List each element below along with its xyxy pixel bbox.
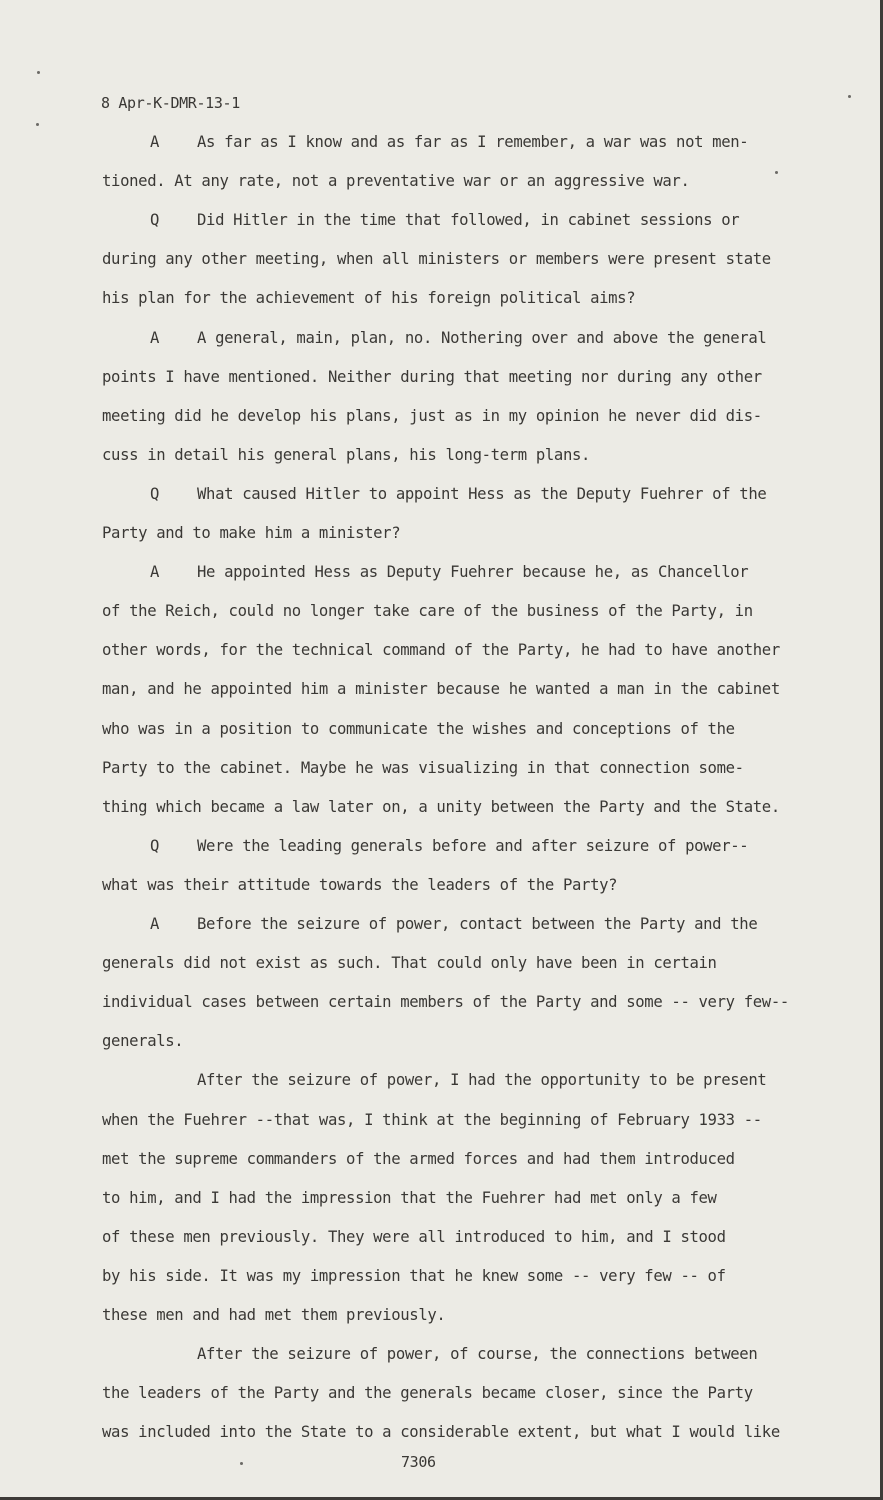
speaker-marker: Q [150, 211, 160, 229]
transcript-line: these men and had met them previously. [102, 1306, 446, 1324]
transcript-line: Party to the cabinet. Maybe he was visualizing in that connection some- [102, 759, 744, 777]
transcript-line: to him, and I had the impression that the Fuehrer had met only a few [102, 1189, 717, 1207]
paper-speck [37, 71, 40, 74]
transcript-line: the leaders of the Party and the generals became closer, since the Party [102, 1384, 753, 1402]
transcript-line: other words, for the technical command of the Party, he had to have another [102, 641, 780, 659]
transcript-line: generals. [102, 1032, 184, 1050]
transcript-line: by his side. It was my impression that he knew some -- very few -- of [102, 1267, 726, 1285]
transcript-line: individual cases between certain members of the Party and some -- very few-- [102, 993, 789, 1011]
page-number: 7306 [401, 1453, 436, 1471]
transcript-line: during any other meeting, when all ministers or members were present state [102, 250, 771, 268]
transcript-line: After the seizure of power, of course, the connections between [197, 1345, 758, 1363]
document-header: 8 Apr-K-DMR-13-1 [101, 94, 240, 112]
transcript-line: of the Reich, could no longer take care of the business of the Party, in [102, 602, 753, 620]
transcript-line: A general, main, plan, no. Nothering over and above the general [197, 329, 767, 347]
transcript-line: was included into the State to a considerable extent, but what I would like [102, 1423, 780, 1441]
transcript-line: Did Hitler in the time that followed, in cabinet sessions or [197, 211, 740, 229]
paper-speck [775, 171, 778, 174]
transcript-line: meeting did he develop his plans, just as in my opinion he never did dis- [102, 407, 762, 425]
transcript-line: cuss in detail his general plans, his long-term plans. [102, 446, 591, 464]
transcript-line: when the Fuehrer --that was, I think at the beginning of February 1933 -- [102, 1111, 762, 1129]
transcript-line: points I have mentioned. Neither during that meeting nor during any other [102, 368, 762, 386]
transcript-line: of these men previously. They were all introduced to him, and I stood [102, 1228, 726, 1246]
transcript-line: As far as I know and as far as I remember, a war was not men- [197, 133, 749, 151]
transcript-line: thing which became a law later on, a unity between the Party and the State. [102, 798, 780, 816]
transcript-line: Before the seizure of power, contact between the Party and the [197, 915, 758, 933]
transcript-line: What caused Hitler to appoint Hess as the Deputy Fuehrer of the [197, 485, 767, 503]
transcript-line: Were the leading generals before and after seizure of power-- [197, 837, 749, 855]
paper-speck [240, 1462, 243, 1465]
speaker-marker: Q [150, 837, 160, 855]
paper-speck [36, 123, 39, 126]
speaker-marker: Q [150, 485, 160, 503]
transcript-line: his plan for the achievement of his foreign political aims? [102, 289, 636, 307]
transcript-line: He appointed Hess as Deputy Fuehrer because he, as Chancellor [197, 563, 749, 581]
paper-speck [848, 95, 851, 98]
transcript-line: met the supreme commanders of the armed forces and had them introduced [102, 1150, 735, 1168]
transcript-line: who was in a position to communicate the wishes and conceptions of the [102, 720, 735, 738]
transcript-line: After the seizure of power, I had the opportunity to be present [197, 1071, 767, 1089]
speaker-marker: A [150, 133, 160, 151]
speaker-marker: A [150, 915, 160, 933]
transcript-line: what was their attitude towards the leaders of the Party? [102, 876, 618, 894]
transcript-line: Party and to make him a minister? [102, 524, 401, 542]
transcript-line: tioned. At any rate, not a preventative war or an aggressive war. [102, 172, 690, 190]
speaker-marker: A [150, 563, 160, 581]
transcript-line: generals did not exist as such. That could only have been in certain [102, 954, 717, 972]
speaker-marker: A [150, 329, 160, 347]
transcript-line: man, and he appointed him a minister because he wanted a man in the cabinet [102, 680, 780, 698]
